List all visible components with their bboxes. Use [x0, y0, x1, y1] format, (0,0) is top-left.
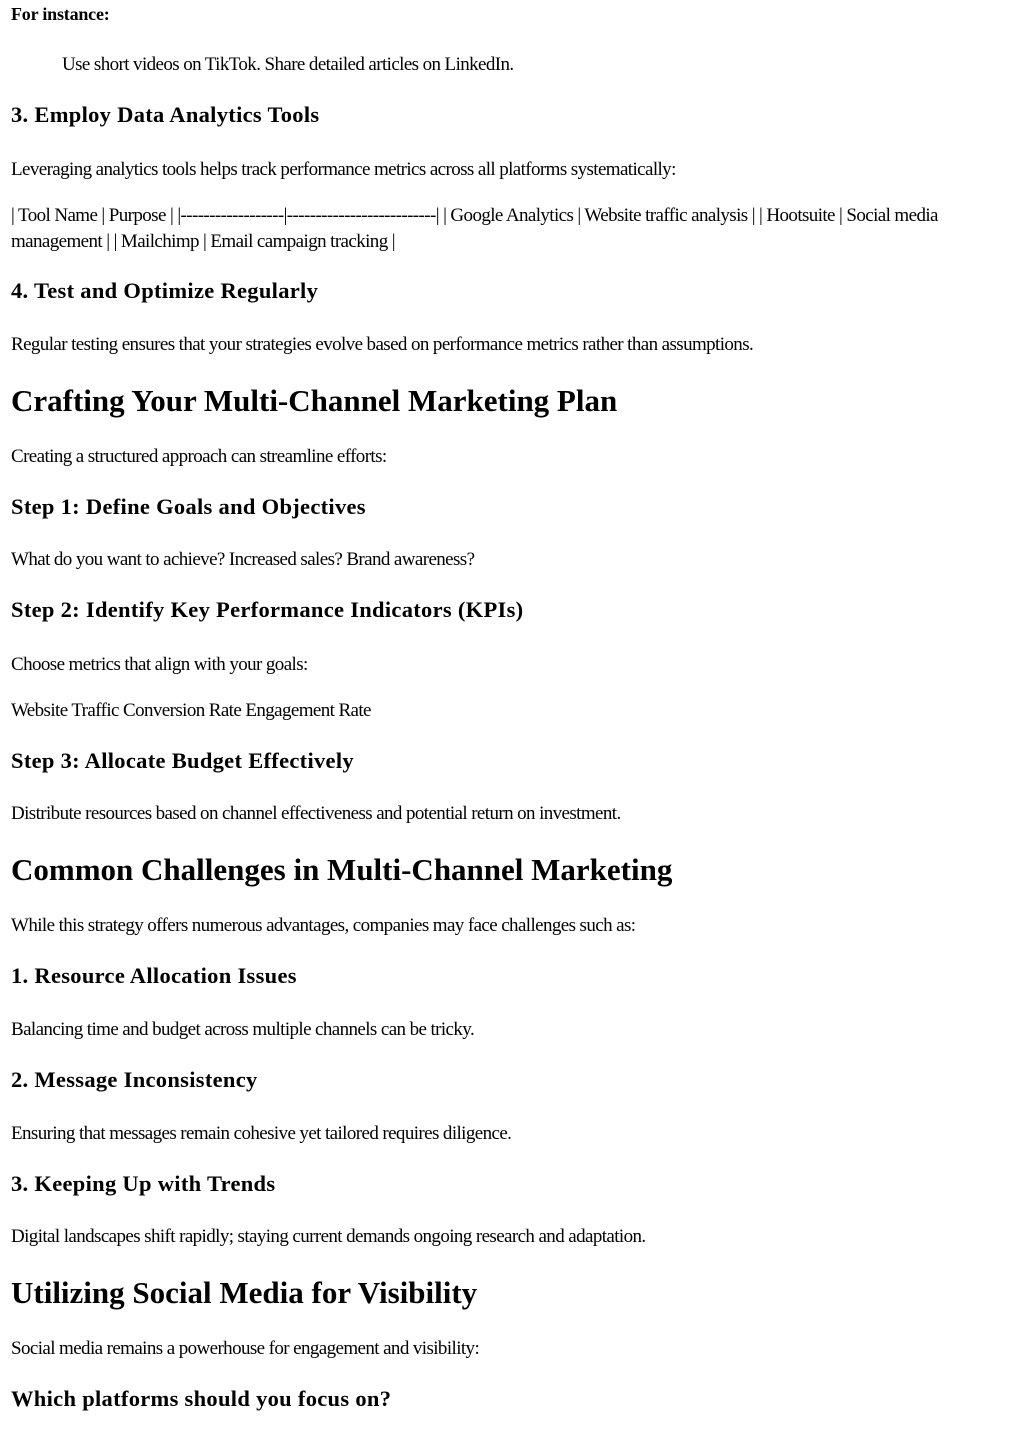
challenge2-text: Ensuring that messages remain cohesive yet tailored requires diligence.	[11, 1123, 512, 1144]
social-intro: Social media remains a powerhouse for engagement and visibility:	[11, 1338, 480, 1359]
step1-heading: Step 1: Define Goals and Objectives	[11, 494, 366, 519]
challenges-heading: Common Challenges in Multi-Channel Marketing	[11, 852, 673, 887]
tip4-text: Regular testing ensures that your strategies evolve based on performance metrics rather than assumptions.	[11, 334, 754, 355]
tip3-text: Leveraging analytics tools helps track performance metrics across all platforms systematically:	[11, 159, 676, 180]
challenges-intro: While this strategy offers numerous advantages, companies may face challenges such as:	[11, 915, 636, 936]
social-heading: Utilizing Social Media for Visibility	[11, 1275, 478, 1310]
challenge2-heading: 2. Message Inconsistency	[11, 1067, 258, 1092]
step2-text: Choose metrics that align with your goals:	[11, 654, 308, 675]
challenge3-heading: 3. Keeping Up with Trends	[11, 1171, 276, 1196]
step2-heading: Step 2: Identify Key Performance Indicators (KPIs)	[11, 597, 524, 622]
tools-table-raw: | Tool Name | Purpose | |------------------|--------------------------| | Google Analytics | Website traffic analysis | | Hootsuite | Social media management | | Mailchimp | Email campaign tracking |	[11, 205, 938, 252]
step3-text: Distribute resources based on channel effectiveness and potential return on investment.	[11, 803, 621, 824]
platforms-question-heading: Which platforms should you focus on?	[11, 1386, 392, 1411]
step3-heading: Step 3: Allocate Budget Effectively	[11, 748, 354, 773]
step1-text: What do you want to achieve? Increased sales? Brand awareness?	[11, 549, 475, 570]
step2-metrics: Website Traffic Conversion Rate Engagement Rate	[11, 700, 371, 721]
challenge3-text: Digital landscapes shift rapidly; staying current demands ongoing research and adaptation.	[11, 1226, 646, 1247]
example-text: Use short videos on TikTok. Share detailed articles on LinkedIn.	[62, 54, 514, 75]
challenge1-text: Balancing time and budget across multiple channels can be tricky.	[11, 1019, 475, 1040]
tip4-heading: 4. Test and Optimize Regularly	[11, 278, 319, 303]
plan-intro: Creating a structured approach can streamline efforts:	[11, 446, 387, 467]
plan-heading: Crafting Your Multi-Channel Marketing Plan	[11, 383, 618, 418]
intro-label: For instance:	[11, 4, 110, 24]
tip3-heading: 3. Employ Data Analytics Tools	[11, 102, 320, 127]
challenge1-heading: 1. Resource Allocation Issues	[11, 963, 297, 988]
